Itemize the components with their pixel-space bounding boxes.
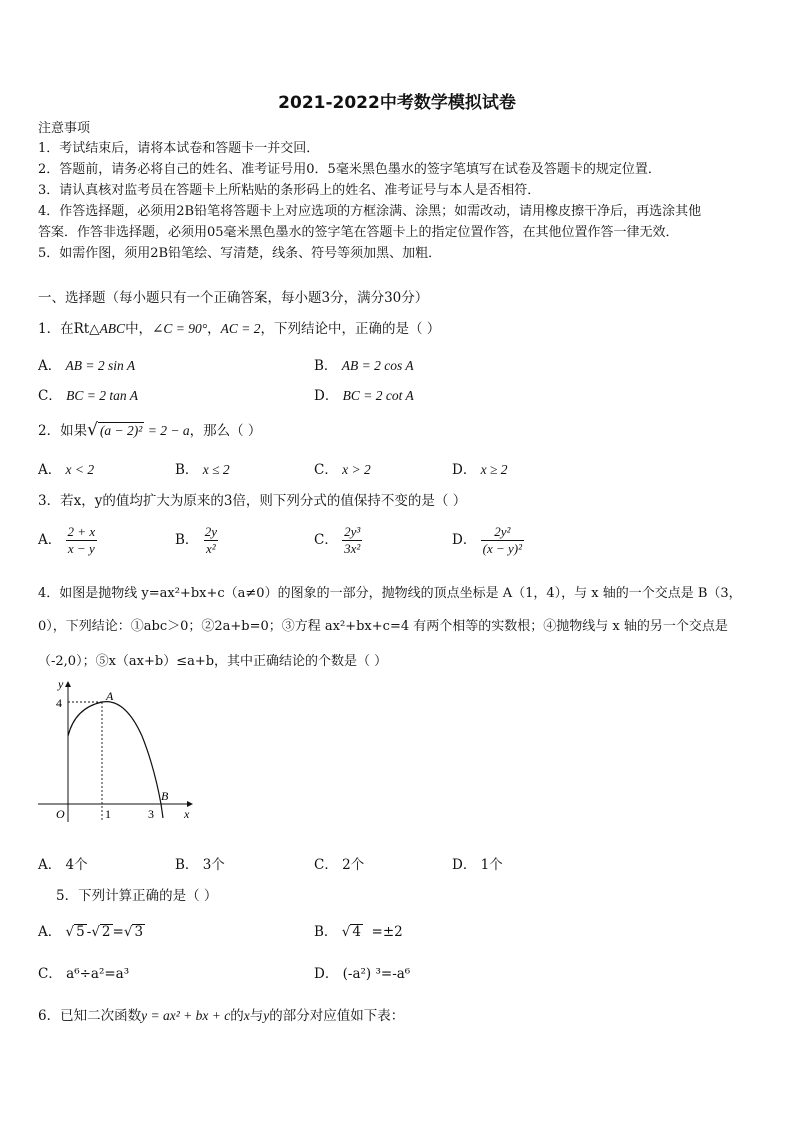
fraction [481,524,524,557]
option-text: 1个 [480,857,503,873]
sqrt-symbol: √ [87,420,98,440]
q3-option-d [452,524,524,557]
operator: - [86,924,92,940]
q6-text: 的 [230,1008,244,1024]
denominator: 3x² [344,541,361,556]
option-text: x ≤ 2 [202,462,230,477]
q3-option-a [38,524,97,557]
origin-label: O [56,807,65,821]
option-label: A． [38,857,62,873]
sqrt-symbol: √ [341,924,351,940]
option-label: A． [38,358,62,374]
numerator: 2y [204,524,217,539]
point-a-label: A [106,689,114,703]
fraction [342,524,362,557]
q4-option-c [314,853,364,873]
question-4-stem: 0），下列结论：①abc＞0；②2a+b=0；③方程 ax²+bx+c=4 有两个相等的实数根；④抛物线与 x 轴的另一个交点是 [38,619,728,634]
y-tick-label: 4 [56,696,62,710]
radicand: 5 [76,924,85,940]
q5-option-a [38,920,145,940]
option-text: (-a²) ³=-a⁶ [342,966,411,982]
option-text: AB = 2 cos A [341,358,414,373]
q2-text: 2．如果 [38,423,88,439]
notice-item: 1．考试结束后，请将本试卷和答题卡一并交回． [38,141,320,156]
option-label: D． [314,388,339,404]
operator: = [112,924,124,940]
q6-var: y [263,1008,270,1023]
q2-option-a [38,458,94,478]
option-text: a⁶÷a²=a³ [66,966,130,982]
q2-option-c [314,458,371,478]
question-4-stem: （-2,0）；⑤x（ax+b）≤a+b，其中正确结论的个数是（ ） [38,654,388,669]
q2-option-b [175,458,230,478]
q1-option-d [314,384,414,404]
notice-item: 5．如需作图，须用2B铅笔绘、写清楚，线条、符号等须加黑、加粗． [38,246,442,261]
parabola-graph [30,676,200,826]
q2-text: ，那么（ ） [189,423,262,439]
option-label: B． [175,532,199,548]
option-text: =±2 [371,924,403,940]
denominator: (x − y)² [482,541,522,556]
q1-sep: ， [207,321,221,337]
notice-item: 2．答题前，请务必将自己的姓名、准考证号用0．5毫米黑色墨水的签字笔填写在试卷及答题卡的规定位置． [38,162,661,177]
option-label: C． [314,532,338,548]
option-label: D． [452,857,477,873]
parabola-curve [68,702,163,818]
option-text: x > 2 [342,462,371,477]
q3-option-b [175,524,219,557]
radicand: 2 [101,924,111,940]
q1-cond: ∠C = 90° [152,321,208,336]
section-heading: 一、选择题（每小题只有一个正确答案，每小题3分，满分30分） [38,290,429,306]
q1-text: 中， [125,321,153,337]
q1-option-a [38,354,135,374]
question-1-stem [38,317,440,337]
option-label: B． [175,857,199,873]
option-label: B． [314,924,338,940]
sqrt-symbol: √ [123,924,133,940]
fraction [66,524,98,557]
x-tick-label: 3 [148,807,154,821]
q4-option-b [175,853,225,873]
q6-text: 与 [249,1008,264,1024]
q6-text: 的部分对应值如下表： [269,1008,405,1024]
question-2-stem [38,419,261,440]
q5-option-c [38,962,129,982]
q1-option-b [314,354,414,374]
option-label: A． [38,532,62,548]
page-title: 2021-2022中考数学模拟试卷 [278,93,516,113]
option-text: BC = 2 tan A [66,388,139,403]
option-text: AB = 2 sin A [65,358,136,373]
y-axis-label: y [58,677,64,691]
denominator: x² [206,541,216,556]
option-label: D． [314,966,339,982]
option-label: A． [38,462,62,478]
numerator: 2 + x [67,524,96,539]
numerator: 2y² [494,524,511,539]
question-3-stem: 3．若x，y的值均扩大为原来的3倍，则下列分式的值保持不变的是（ ） [38,493,467,509]
sqrt-symbol: √ [91,924,100,940]
option-label: B． [175,462,199,478]
denominator: x − y [67,541,95,556]
radicand: 3 [134,924,144,940]
fraction [203,524,219,557]
q2-rhs: = 2 − a [144,423,190,438]
notice-item: 3．请认真核对监考员在答题卡上所粘贴的条形码上的姓名、准考证号与本人是否相符． [38,183,541,198]
q2-radicand: (a − 2)² [99,423,143,438]
option-label: B． [314,358,338,374]
option-text: x ≥ 2 [480,462,508,477]
q6-text: 6．已知二次函数 [38,1008,142,1024]
notice-item: 4．作答选择题，必须用2B铅笔将答题卡上对应选项的方框涂满、涂黑；如需改动，请用橡皮擦干净后，再选涂其他 [38,204,702,219]
question-5-stem: 5．下列计算正确的是（ ） [56,888,218,904]
radicand: 4 [352,924,361,940]
point-b-label: B [161,789,169,803]
option-label: C． [38,966,62,982]
q1-option-c [38,384,138,404]
notice-heading: 注意事项 [38,121,91,136]
q5-option-d [314,962,410,982]
q4-option-a [38,853,88,873]
q5-option-b [314,920,403,940]
q1-text: 1．在Rt△ [38,321,100,337]
q6-var: x [243,1008,250,1023]
sqrt-symbol: √ [65,924,75,940]
option-text: x < 2 [65,462,95,477]
x-tick-label: 1 [105,807,111,821]
question-6-stem [38,1004,404,1024]
q1-cond: AC = 2 [220,321,261,336]
option-label: D． [452,532,477,548]
notice-item: 答案．作答非选择题，必须用05毫米黑色墨水的签字笔在答题卡上的指定位置作答，在其他位置作答一律无效． [38,225,679,240]
x-axis-label: x [184,807,190,821]
option-label: C． [314,857,338,873]
q1-text: ，下列结论中，正确的是（ ） [260,321,441,337]
option-label: C． [38,388,62,404]
option-label: D． [452,462,477,478]
q2-option-d [452,458,508,478]
option-text: 2个 [342,857,365,873]
option-text: 3个 [202,857,225,873]
option-text: 4个 [65,857,88,873]
option-label: C． [314,462,338,478]
question-4-stem: 4．如图是抛物线 y=ax²+bx+c（a≠0）的图象的一部分，抛物线的顶点坐标是 A（1，4），与 x 轴的一个交点是 B（3， [38,586,742,601]
option-label: A． [38,924,62,940]
q6-function: y = ax² + bx + c [141,1008,231,1023]
q4-option-d [452,853,503,873]
q3-option-c [314,524,362,557]
q1-abc: ABC [99,321,126,336]
numerator: 2y³ [344,524,361,539]
option-text: BC = 2 cot A [342,388,414,403]
